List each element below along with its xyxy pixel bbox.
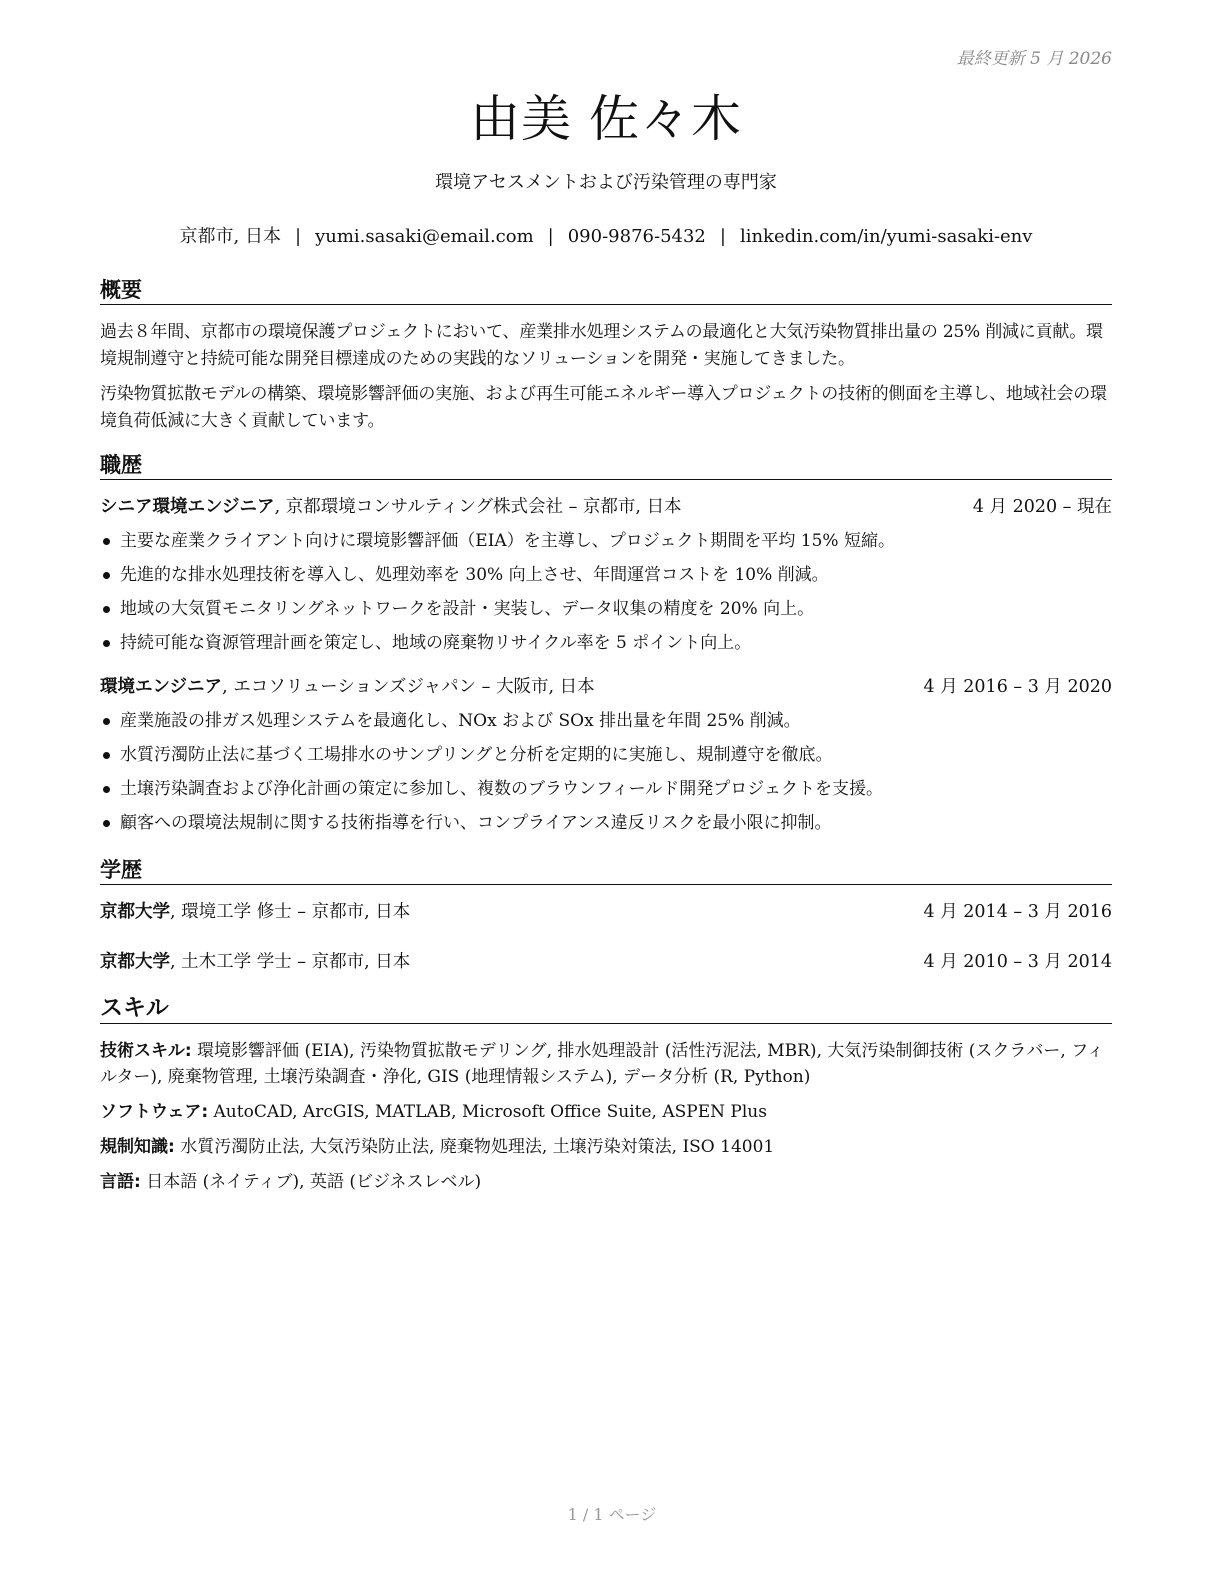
education-line: [100, 899, 410, 925]
contact-separator: |: [719, 226, 726, 247]
education-detail: , 土木工学 学士 – 京都市, 日本: [170, 952, 411, 972]
bullet-item: 水質汚濁防止法に基づく工場排水のサンプリングと分析を定期的に実施し、規制遵守を徹底。: [100, 742, 1112, 768]
job-entry: [100, 494, 1112, 656]
skill-line: [100, 1099, 1112, 1125]
education-section: [100, 856, 1112, 975]
skill-value: 水質汚濁防止法, 大気汚染防止法, 廃棄物処理法, 土壌汚染対策法, ISO 14001: [174, 1137, 775, 1157]
job-entry: [100, 674, 1112, 836]
job-header: [100, 674, 1112, 700]
job-org: , エコソリューションズジャパン – 大阪市, 日本: [222, 677, 595, 697]
skill-label: 技術スキル:: [100, 1041, 192, 1061]
headline: 環境アセスメントおよび汚染管理の専門家: [435, 172, 777, 193]
education-school: 京都大学: [100, 902, 170, 922]
skills-section: [100, 993, 1112, 1195]
skill-line: [100, 1169, 1112, 1195]
skill-label: 規制知識:: [100, 1137, 175, 1157]
contact-linkedin[interactable]: linkedin.com/in/yumi-sasaki-env: [739, 226, 1033, 247]
skill-line: [100, 1038, 1112, 1090]
job-bullets: [100, 528, 1112, 656]
bullet-item: 持続可能な資源管理計画を策定し、地域の廃棄物リサイクル率を 5 ポイント向上。: [100, 630, 1112, 656]
summary-section: [100, 276, 1112, 435]
job-header: [100, 494, 1112, 520]
skill-label: ソフトウェア:: [100, 1102, 209, 1122]
bullet-item: 主要な産業クライアント向けに環境影響評価（EIA）を主導し、プロジェクト期間を平均 15% 短縮。: [100, 528, 1112, 554]
education-school: 京都大学: [100, 952, 170, 972]
job-role-line: [100, 494, 682, 520]
contact-separator: |: [294, 226, 302, 247]
education-line: [100, 949, 410, 975]
job-title: 環境エンジニア: [100, 677, 223, 697]
section-title-skills: スキル: [100, 993, 1112, 1024]
section-title-experience: 職歴: [100, 451, 1112, 480]
job-org: , 京都環境コンサルティング株式会社 – 京都市, 日本: [274, 497, 682, 517]
job-role-line: [100, 674, 595, 700]
page-footer: 1 / 1 ページ: [567, 1505, 657, 1524]
bullet-item: 先進的な排水処理技術を導入し、処理効率を 30% 向上させ、年間運営コストを 10% 削減。: [100, 562, 1112, 588]
bullet-item: 土壌汚染調査および浄化計画の策定に参加し、複数のブラウンフィールド開発プロジェクトを支援。: [100, 776, 1112, 802]
candidate-name: 由美 佐々木: [470, 90, 742, 148]
education-detail: , 環境工学 修士 – 京都市, 日本: [170, 902, 411, 922]
skill-value: AutoCAD, ArcGIS, MATLAB, Microsoft Office Suite, ASPEN Plus: [208, 1102, 767, 1122]
skill-line: [100, 1134, 1112, 1160]
job-dates: 4 月 2020 – 現在: [972, 497, 1112, 517]
last-updated: 最終更新 5 月 2026: [956, 49, 1112, 69]
bullet-item: 顧客への環境法規制に関する技術指導を行い、コンプライアンス違反リスクを最小限に抑制。: [100, 810, 1112, 836]
job-title: シニア環境エンジニア: [100, 497, 275, 517]
summary-paragraph: 汚染物質拡散モデルの構築、環境影響評価の実施、および再生可能エネルギー導入プロジェクトの技術的側面を主導し、地域社会の環境負荷低減に大きく貢献しています。: [100, 384, 1107, 431]
contact-phone[interactable]: 090-9876-5432: [567, 226, 706, 247]
contact-location: 京都市, 日本: [179, 226, 281, 247]
job-dates: 4 月 2016 – 3 月 2020: [923, 677, 1112, 697]
education-entry: [100, 899, 1112, 925]
education-entry: [100, 949, 1112, 975]
bullet-item: 産業施設の排ガス処理システムを最適化し、NOx および SOx 排出量を年間 25% 削減。: [100, 708, 1112, 734]
section-title-summary: 概要: [100, 276, 1112, 305]
education-dates: 4 月 2014 – 3 月 2016: [923, 902, 1112, 922]
skill-label: 言語:: [100, 1172, 141, 1192]
skill-value: 日本語 (ネイティブ), 英語 (ビジネスレベル): [140, 1172, 482, 1192]
contact-line: [100, 224, 1112, 250]
experience-section: [100, 451, 1112, 836]
skill-value: 環境影響評価 (EIA), 汚染物質拡散モデリング, 排水処理設計 (活性汚泥法, MBR), 大気汚染制御技術 (スクラバー, フィルター), 廃棄物管理, 土壌汚染調査・浄化, GIS (地理情報システム), データ分析 (R, Python): [100, 1041, 1104, 1087]
section-title-education: 学歴: [100, 856, 1112, 885]
education-dates: 4 月 2010 – 3 月 2014: [923, 952, 1112, 972]
contact-email[interactable]: yumi.sasaki@email.com: [315, 226, 534, 247]
summary-paragraph: 過去８年間、京都市の環境保護プロジェクトにおいて、産業排水処理システムの最適化と大気汚染物質排出量の 25% 削減に貢献。環境規制遵守と持続可能な開発目標達成のための実践的なソリューションを開発・実施してきました。: [100, 322, 1103, 369]
job-bullets: [100, 708, 1112, 836]
contact-separator: |: [547, 226, 554, 247]
bullet-item: 地域の大気質モニタリングネットワークを設計・実装し、データ収集の精度を 20% 向上。: [100, 596, 1112, 622]
